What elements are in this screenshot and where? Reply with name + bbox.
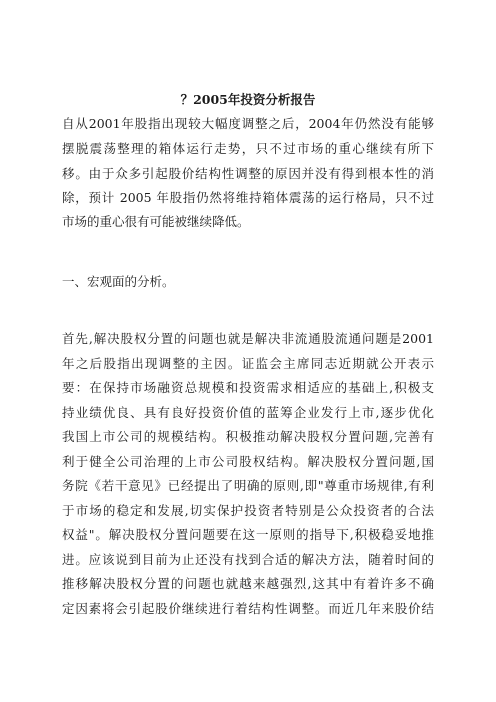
body-line: 务院《若干意见》已经提出了明确的原则,即"尊重市场规律,有利 bbox=[62, 478, 434, 493]
section-heading: 一、宏观面的分析。 bbox=[62, 274, 175, 289]
intro-line: 摆脱震荡整理的箱体运行走势，只不过市场的重心继续有所下 bbox=[62, 141, 434, 156]
intro-line: 除，预计 2005 年股指仍然将维持箱体震荡的运行格局，只不过 bbox=[62, 190, 434, 205]
body-line: 于市场的稳定和发展,切实保护投资者特别是公众投资者的合法 bbox=[62, 503, 434, 518]
body-line: 我国上市公司的规模结构。积极推动解决股权分置问题,完善有 bbox=[62, 429, 434, 444]
intro-line: 移。由于众多引起股价结构性调整的原因并没有得到根本性的消 bbox=[62, 166, 434, 181]
body-line: 年之后股指出现调整的主因。证监会主席同志近期就公开表示 bbox=[62, 356, 434, 371]
body-line: 权益"。解决股权分置问题要在这一原则的指导下,积极稳妥地推 bbox=[62, 527, 434, 542]
intro-line: 自从2001年股指出现较大幅度调整之后，2004年仍然没有能够 bbox=[62, 116, 434, 131]
body-line: 首先,解决股权分置的问题也就是解决非流通股流通问题是2001 bbox=[62, 331, 434, 346]
intro-line: 市场的重心很有可能被继续降低。 bbox=[62, 214, 250, 229]
body-line: 要：在保持市场融资总规模和投资需求相适应的基础上,积极支 bbox=[62, 380, 434, 395]
body-line: 定因素将会引起股价继续进行着结构性调整。而近几年来股价结 bbox=[62, 601, 434, 616]
body-line: 推移解决股权分置的问题也就越来越强烈,这其中有着许多不确 bbox=[62, 576, 434, 591]
body-line: 利于健全公司治理的上市公司股权结构。解决股权分置问题,国 bbox=[62, 454, 434, 469]
document-title: ？2005年投资分析报告 bbox=[180, 92, 316, 107]
body-line: 进。应该说到目前为止还没有找到合适的解决方法，随着时间的 bbox=[62, 552, 434, 567]
body-line: 持业绩优良、具有良好投资价值的蓝筹企业发行上市,逐步优化 bbox=[62, 405, 434, 420]
